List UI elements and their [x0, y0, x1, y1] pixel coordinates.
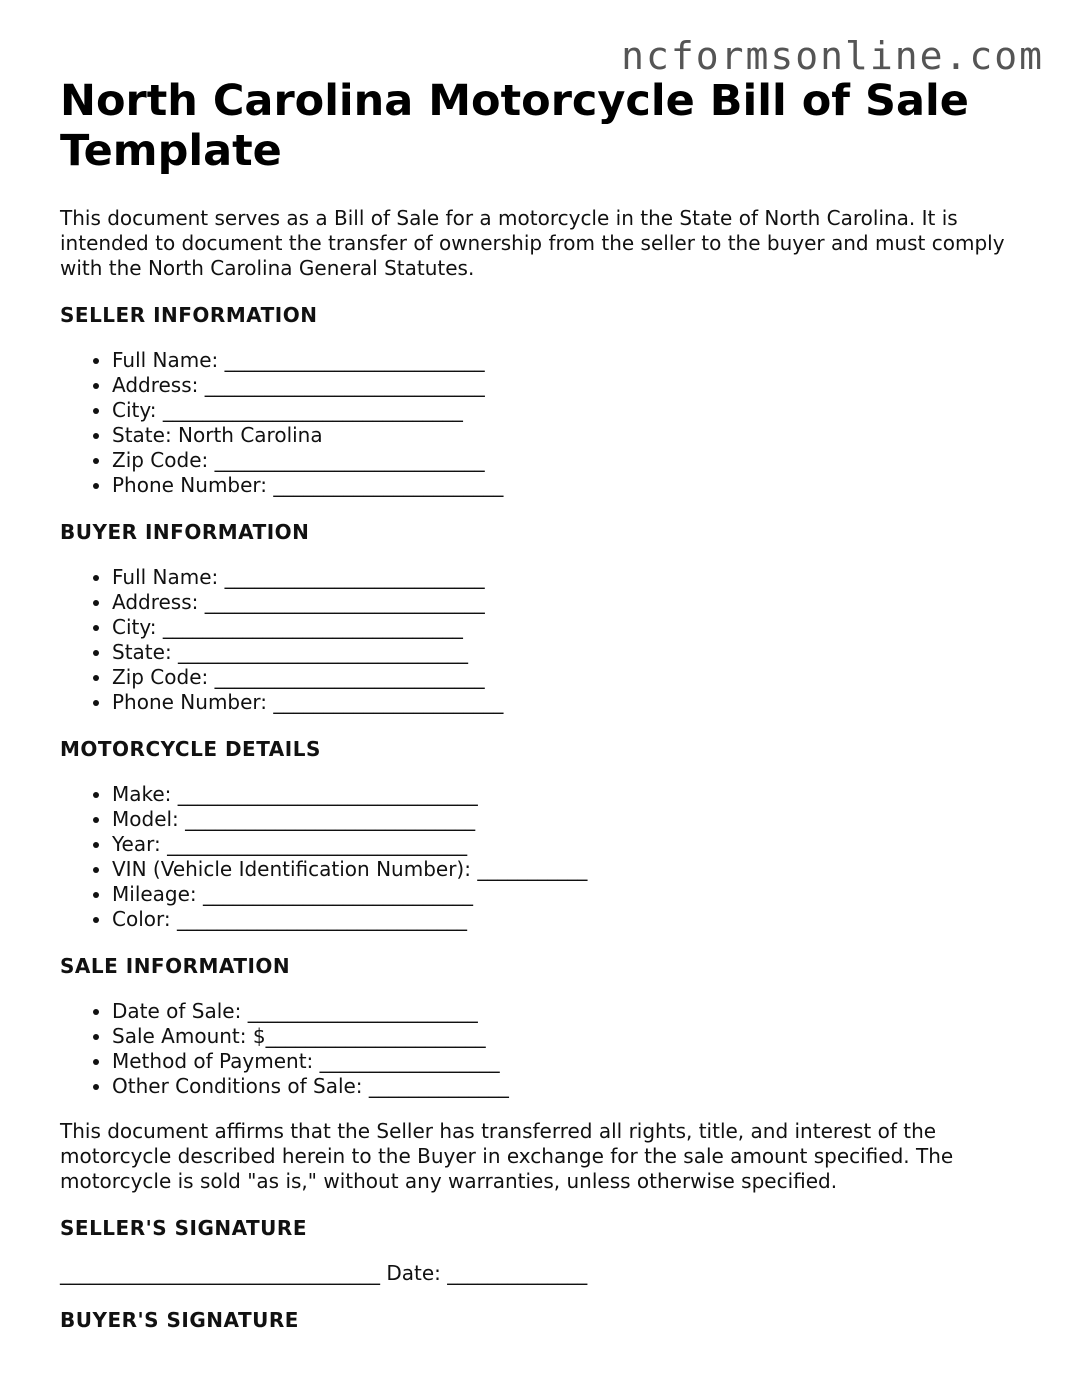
- list-item: • Other Conditions of Sale: ______________: [112, 1074, 1020, 1099]
- page-title: North Carolina Motorcycle Bill of Sale Template: [60, 76, 969, 176]
- list-item: • Model: _____________________________: [112, 807, 1020, 832]
- sale-list: [60, 999, 1020, 1099]
- seller-signature-heading: SELLER'S SIGNATURE: [60, 1216, 307, 1240]
- list-item: • Address: ____________________________: [112, 590, 1020, 615]
- list-item: • Phone Number: _______________________: [112, 473, 1020, 498]
- list-item: • Address: ____________________________: [112, 373, 1020, 398]
- list-item: • City: ______________________________: [112, 398, 1020, 423]
- list-item: • Make: ______________________________: [112, 782, 1020, 807]
- list-item: • State: North Carolina: [112, 423, 1020, 448]
- watermark: ncformsonline.com: [621, 34, 1044, 78]
- list-item: • City: ______________________________: [112, 615, 1020, 640]
- list-item: • Phone Number: _______________________: [112, 690, 1020, 715]
- list-item: • Date of Sale: _______________________: [112, 999, 1020, 1024]
- list-item: • Full Name: __________________________: [112, 565, 1020, 590]
- motorcycle-heading: MOTORCYCLE DETAILS: [60, 737, 321, 761]
- list-item: • Sale Amount: $______________________: [112, 1024, 1020, 1049]
- buyer-list: [60, 565, 1020, 715]
- list-item: • Color: _____________________________: [112, 907, 1020, 932]
- list-item: • Zip Code: ___________________________: [112, 665, 1020, 690]
- affirmation-paragraph: This document affirms that the Seller has transferred all rights, title, and interest of the motorcycle described herein to the Buyer in exchange for the sale amount specified. The motorcycle is sold "as is," without any warranties, unless otherwise specified.: [60, 1119, 954, 1193]
- list-item: • Year: ______________________________: [112, 832, 1020, 857]
- seller-heading: SELLER INFORMATION: [60, 303, 318, 327]
- motorcycle-list: [60, 782, 1020, 932]
- list-item: • VIN (Vehicle Identification Number): ___________: [112, 857, 1020, 882]
- seller-list: [60, 348, 1020, 498]
- sale-heading: SALE INFORMATION: [60, 954, 291, 978]
- intro-paragraph: This document serves as a Bill of Sale for a motorcycle in the State of North Carolina. It is intended to document the transfer of ownership from the seller to the buyer and must comply with the North Carolina General Statutes.: [60, 206, 1005, 280]
- list-item: • Full Name: __________________________: [112, 348, 1020, 373]
- list-item: • Zip Code: ___________________________: [112, 448, 1020, 473]
- buyer-signature-heading: BUYER'S SIGNATURE: [60, 1308, 299, 1332]
- document-body: [60, 76, 1020, 1333]
- buyer-heading: BUYER INFORMATION: [60, 520, 310, 544]
- seller-signature-line: ________________________________ Date: ______________: [60, 1261, 588, 1285]
- list-item: • Method of Payment: __________________: [112, 1049, 1020, 1074]
- list-item: • State: _____________________________: [112, 640, 1020, 665]
- list-item: • Mileage: ___________________________: [112, 882, 1020, 907]
